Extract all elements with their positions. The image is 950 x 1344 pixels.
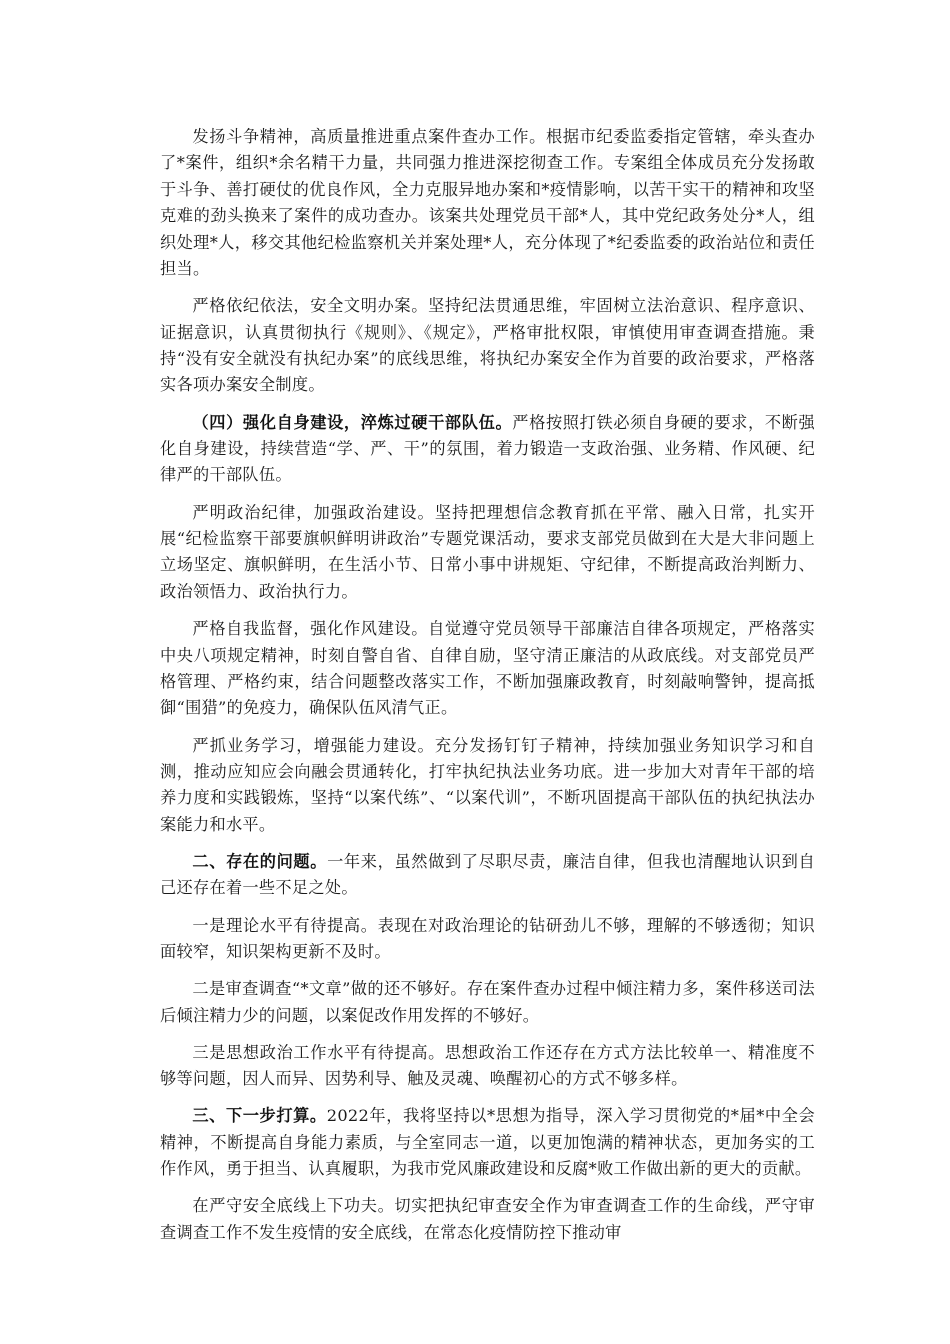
paragraph-3-lead: （四）强化自身建设，淬炼过硬干部队伍。: [192, 412, 513, 432]
paragraph-11-lead: 三、下一步打算。: [192, 1106, 327, 1126]
paragraph-6-text: 严抓业务学习，增强能力建设。充分发扬钉钉子精神，持续加强业务知识学习和自测，推动应知应会向融会贯通转化，打牢执纪执法业务功底。进一步加大对青年干部的培养力度和实践锻炼，坚持“以案代练”、“以案代训”，不断巩固提高干部队伍的执纪执法办案能力和水平。: [160, 735, 815, 834]
paragraph-5-text: 严格自我监督，强化作风建设。自觉遵守党员领导干部廉洁自律各项规定，严格落实中央八项规定精神，时刻自警自省、自律自励，坚守清正廉洁的从政底线。对支部党员严格管理、严格约束，结合问题整改落实工作，不断加强廉政教育，时刻敲响警钟，提高抵御“围猎”的免疫力，确保队伍风清气正。: [160, 619, 815, 718]
paragraph-12-text: 在严守安全底线上下功夫。切实把执纪审查安全作为审查调查工作的生命线，严守审查调查工作不发生疫情的安全底线，在常态化疫情防控下推动审: [160, 1196, 815, 1242]
paragraph-2: [160, 293, 815, 399]
paragraph-10: [160, 1040, 815, 1093]
paragraph-12: [160, 1193, 815, 1246]
paragraph-3: [160, 410, 815, 489]
paragraph-6: [160, 733, 815, 839]
paragraph-11-text: 2022年，我将坚持以*思想为指导，深入学习贯彻党的*届*中全会精神，不断提高自身能力素质，与全室同志一道，以更加饱满的精神状态，更加务实的工作作风，勇于担当、认真履职，为我市党风廉政建设和反腐*败工作做出新的更大的贡献。: [160, 1106, 816, 1179]
paragraph-8: [160, 913, 815, 966]
paragraph-7: [160, 849, 815, 902]
paragraph-10-text: 三是思想政治工作水平有待提高。思想政治工作还存在方式方法比较单一、精准度不够等问题，因人而异、因势利导、触及灵魂、唤醒初心的方式不够多样。: [160, 1042, 815, 1089]
paragraph-8-text: 一是理论水平有待提高。表现在对政治理论的钻研劲儿不够，理解的不够透彻；知识面较窄，知识架构更新不及时。: [160, 915, 815, 961]
paragraph-5: [160, 616, 815, 722]
paragraph-3-text: 严格按照打铁必须自身硬的要求，不断强化自身建设，持续营造“学、严、干”的氛围，着力锻造一支政治强、业务精、作风硬、纪律严的干部队伍。: [160, 412, 816, 485]
paragraph-4: [160, 500, 815, 606]
paragraph-1: [160, 124, 815, 282]
paragraph-11: [160, 1103, 815, 1182]
paragraph-9-text: 二是审查调查“*文章”做的还不够好。存在案件查办过程中倾注精力多，案件移送司法后倾注精力少的问题，以案促改作用发挥的不够好。: [160, 979, 815, 1025]
paragraph-1-text: 发扬斗争精神，高质量推进重点案件查办工作。根据市纪委监委指定管辖，牵头查办了*案件，组织*余名精干力量，共同强力推进深挖彻查工作。专案组全体成员充分发扬敢于斗争、善打硬仗的优良作风，全力克服异地办案和*疫情影响，以苦干实干的精神和攻坚克难的劲头换来了案件的成功查办。该案共处理党员干部*人，其中党纪政务处分*人，组织处理*人，移交其他纪检监察机关并案处理*人，充分体现了*纪委监委的政治站位和责任担当。: [160, 127, 815, 279]
paragraph-7-lead: 二、存在的问题。: [192, 851, 328, 871]
paragraph-9: [160, 976, 815, 1029]
paragraph-2-text: 严格依纪依法，安全文明办案。坚持纪法贯通思维，牢固树立法治意识、程序意识、证据意识，认真贯彻执行《规则》、《规定》，严格审批权限，审慎使用审查调查措施。秉持“没有安全就没有执纪办案”的底线思维，将执纪办案安全作为首要的政治要求，严格落实各项办案安全制度。: [160, 296, 815, 395]
paragraph-4-text: 严明政治纪律，加强政治建设。坚持把理想信念教育抓在平常、融入日常，扎实开展“纪检监察干部要旗帜鲜明讲政治”专题党课活动，要求支部党员做到在大是大非问题上立场坚定、旗帜鲜明，在生活小节、日常小事中讲规矩、守纪律，不断提高政治判断力、政治领悟力、政治执行力。: [160, 502, 815, 601]
document-body: [160, 124, 815, 1257]
paragraph-7-text: 一年来，虽然做到了尽职尽责，廉洁自律，但我也清醒地认识到自己还存在着一些不足之处。: [160, 851, 815, 898]
